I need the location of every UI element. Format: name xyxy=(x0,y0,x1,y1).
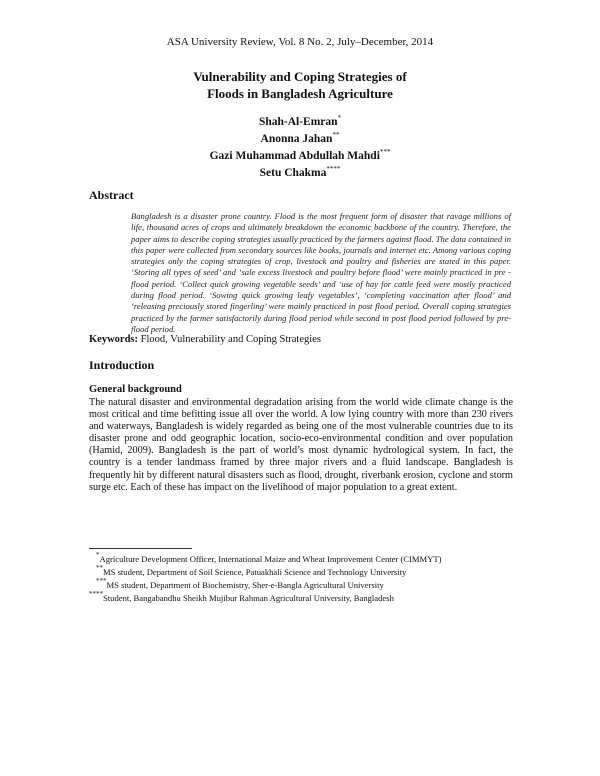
keywords xyxy=(89,334,529,345)
author-name: Setu Chakma xyxy=(259,167,327,179)
author-mark: **** xyxy=(326,165,341,173)
footnote-text: Student, Bangabandhu Sheikh Mujibur Rahman Agricultural University, Bangladesh xyxy=(103,593,394,603)
author-3 xyxy=(0,148,600,165)
footnotes xyxy=(89,553,529,605)
keywords-label: Keywords: xyxy=(89,334,138,345)
footnote-mark: * xyxy=(96,551,100,559)
keywords-text: Flood, Vulnerability and Coping Strategies xyxy=(140,334,321,345)
footnote-mark: ** xyxy=(96,564,103,572)
paper-title xyxy=(0,68,600,102)
footnote-text: MS student, Department of Biochemistry, Sher-e-Bangla Agricultural University xyxy=(106,580,384,590)
footnote-mark: *** xyxy=(96,577,107,585)
introduction-heading: Introduction xyxy=(89,358,155,372)
footnote-text: Agriculture Development Officer, International Maize and Wheat Improvement Center (CIMMYT) xyxy=(99,554,442,564)
author-list xyxy=(0,114,600,182)
title-line-2: Floods in Bangladesh Agriculture xyxy=(207,86,393,101)
author-1 xyxy=(0,114,600,131)
author-name: Anonna Jahan xyxy=(260,133,333,145)
footnote xyxy=(89,566,529,579)
author-mark: * xyxy=(337,114,342,122)
author-mark: ** xyxy=(332,131,340,139)
author-name: Gazi Muhammad Abdullah Mahdi xyxy=(209,150,380,162)
author-name: Shah-Al-Emran xyxy=(258,116,338,128)
footnote-divider xyxy=(89,548,192,549)
introduction-text: The natural disaster and environmental degradation arising from the world wide climate change is the most critical and time befitting issue all over the world. A low lying country with more than 230 rivers and waterways, Bangladesh is widely regarded as being one of the most vulnerable countries due to its disaster prone and odd geographic location, socio-eco-environmental condition and over population (Hamid, 2009). Bangladesh is the part of world’s most dynamic hydrological system. In fact, the country is a tender landmass framed by three major rivers and a fluid landscape. Bangladesh is frequently hit by different natural disasters such as flood, drought, riverbank erosion, cyclone and storm surge etc. Each of these has impact on the livelihood of major population to a great extent. xyxy=(89,397,513,493)
footnote xyxy=(89,592,529,605)
footnote-text: MS student, Department of Soil Science, Patuakhali Science and Technology University xyxy=(103,567,407,577)
abstract-text: Bangladesh is a disaster prone country. Flood is the most frequent form of disaster that ravage millions of life, thousand acres of crops and ultimately breakdown the economic backbone of the country. Therefore, the paper aims to describe coping strategies usually practiced by the farmers against flood. The data contained in this paper were collected from secondary sources like books, journals and internet etc. Among various coping strategies only the coping strategies of crop, livestock and poultry and fisheries are stated in this paper. ‘Storing all types of seed’ and ‘sale excess livestock and poultry before flood’ were mainly practiced in pre -flood period. ‘Collect quick growing vegetable seeds’ and ‘use of hay for cattle feed were mostly practiced during flood period. ‘Sowing quick growing leafy vegetables’, ‘completing vaccination after flood’ and ‘releasing preciously stored fingerling’ were mainly practiced in post flood period. Overall coping strategies practiced by the farmer satisfactorily during flood period while second in post flood period followed by pre-flood period. xyxy=(131,211,511,334)
footnote xyxy=(89,553,529,566)
author-2 xyxy=(0,131,600,148)
footnote-mark: **** xyxy=(89,590,103,598)
running-head: ASA University Review, Vol. 8 No. 2, July–December, 2014 xyxy=(166,36,434,48)
footnote xyxy=(89,579,529,592)
title-line-1: Vulnerability and Coping Strategies of xyxy=(193,69,407,84)
general-background-heading: General background xyxy=(89,384,182,395)
abstract-heading: Abstract xyxy=(89,188,134,202)
author-4 xyxy=(0,165,600,182)
author-mark: *** xyxy=(379,148,391,156)
